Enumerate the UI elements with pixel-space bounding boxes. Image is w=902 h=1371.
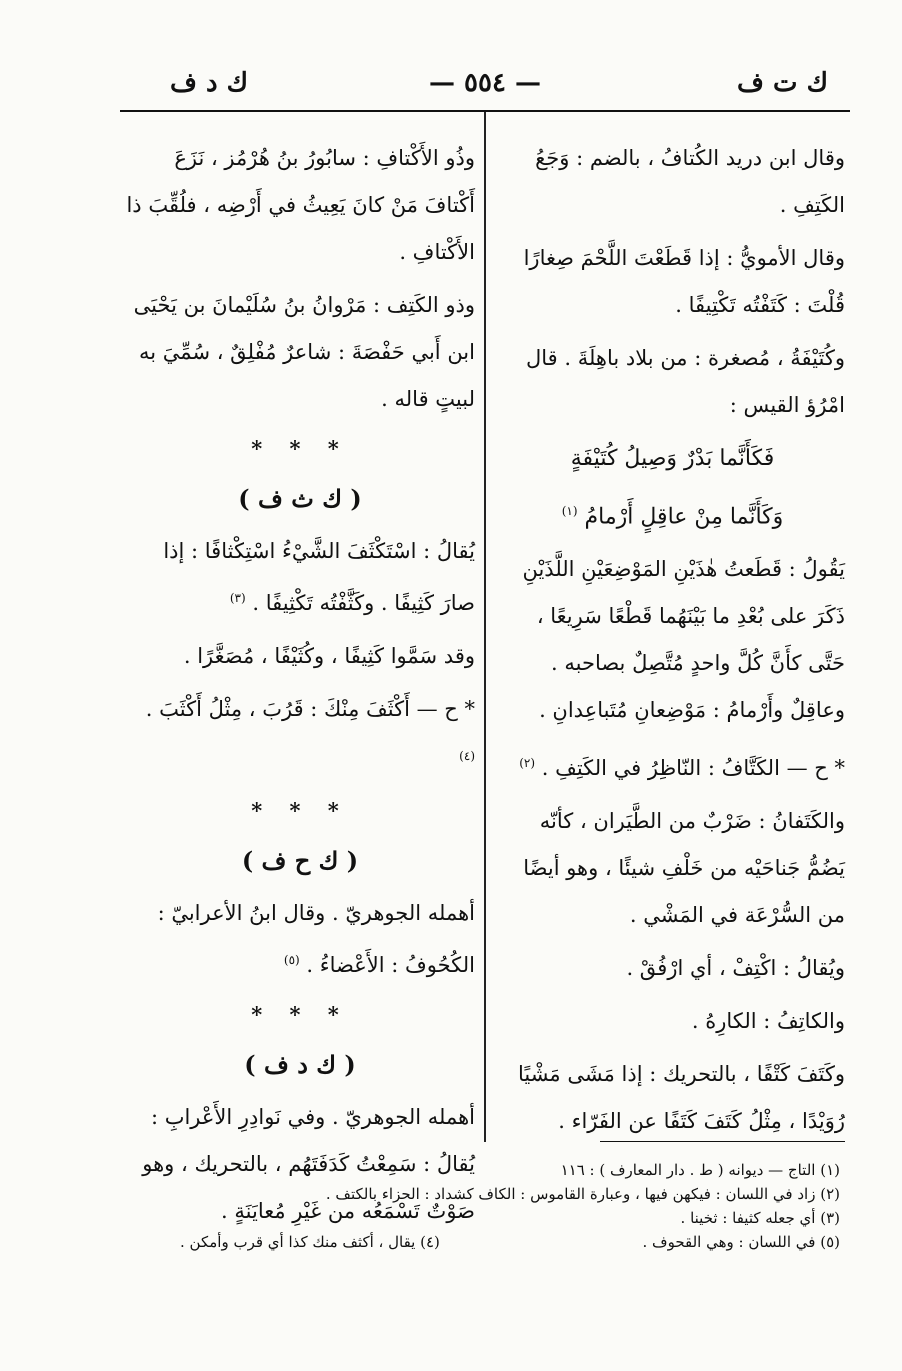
footnote-marker: (٢)	[519, 756, 536, 771]
entry-paragraph: وكُتَيْفَةُ ، مُصغرة : من بلاد باهِلَةَ . قال امْرُؤ القيس :	[526, 346, 845, 417]
footnote-marker: (١)	[561, 504, 578, 518]
page-number: — ٥٥٤ —	[428, 68, 542, 98]
footnote: (٤) يقال ، أكثف منك كذا أي قرب وأمكن .	[180, 1233, 440, 1251]
entry-paragraph: وذو الكَتِف : مَرْوانُ بنُ سُلَيْمانَ بن يَحْيَى ابن أَبي حَفْصَةَ : شاعرٌ مُفْلِقٌ ، سُمِّيَ به لبيتٍ قاله .	[133, 293, 475, 411]
root-heading: ( ك د ف )	[244, 1050, 356, 1079]
entry-text: أهمله الجوهريّ . وقال ابنُ الأعرابيّ : الكُحُوفُ : الأَعْضاءُ .	[157, 901, 475, 977]
root-heading: ( ك ث ف )	[238, 484, 362, 513]
entry-paragraph: وقد سَمَّوا كَثِيفًا ، وكُثَيْفًا ، مُصَغَّرًا .	[183, 644, 475, 668]
footnote: (٢) زاد في اللسان : فيكهن فيها ، وعبارة القاموس : الكاف كشداد : الحزاء بالكتف .	[325, 1185, 840, 1203]
entry-paragraph: أهمله الجوهريّ . وفي نَوادِرِ الأَعْرابِ : يُقالُ : سَمِعْتُ كَدَفَتَهُم ، بالتحريك ، وهو صَوْتٌ تَسْمَعُه من غَيْرِ مُعايَنَةٍ .	[142, 1105, 475, 1223]
footnote-rule	[600, 1141, 845, 1142]
poem-verse-text: وَكَأَنَّما مِنْ عاقِلٍ أَرْمامُ	[584, 504, 784, 530]
right-column	[500, 135, 845, 1151]
entry-paragraph: وذُو الأَكْتافِ : سابُورُ بنُ هُرْمُز ، نَزَعَ أَكْتافَ مَنْ كانَ يَعِيثُ في أَرْضِه ، فلُقِّبَ ذا الأَكْتافِ .	[126, 146, 475, 264]
entry-paragraph: والكاتِفُ : الكارِهُ .	[691, 1009, 845, 1034]
footnote: (٣) أي جعله كثيفا : ثخينا .	[680, 1209, 840, 1227]
footnote: (٥) في اللسان : وهي القحوف .	[642, 1233, 840, 1251]
entry-paragraph	[125, 528, 475, 627]
section-divider: * * *	[251, 798, 349, 823]
section-divider: * * *	[251, 1002, 349, 1027]
entry-paragraph	[500, 740, 845, 792]
page-header	[120, 62, 850, 102]
entry-paragraph: يَقُولُ : قَطَعتُ هٰذَيْنِ المَوْضِعَيْنِ اللَّذَيْنِ ذَكَرَ على بُعْدِ ما بَيْنَهُما قَطْعًا سَرِيعًا ، حَتَّى كأَنَّ كُلَّ واحدٍ مُتَّصِلٌ بصاحبه . وعاقِلٌ وأَرْمامُ : مَوْضِعانِ مُتَباعِدانِ .	[522, 557, 845, 723]
entry-paragraph	[125, 686, 475, 785]
entry-paragraph: والكَتَفانُ : ضَرْبٌ من الطَّيَران ، كأنّه يَضُمُّ جَناحَيْه من خَلْفِ شيئًا ، وهو أيضًا من السُّرْعَة في المَشْي .	[523, 809, 845, 928]
section-divider: * * *	[251, 436, 349, 461]
footnote: (١) التاج — ديوانه ( ط . دار المعارف ) : ١١٦	[560, 1161, 840, 1179]
root-heading: ( ك ح ف )	[241, 846, 359, 875]
entry-paragraph: وكَتَفَ كَتْفًا ، بالتحريك : إذا مَشَى مَشْيًا رُوَيْدًا ، مِثْلُ كَتَفَ كَتَفًا عن الفَرّاء .	[517, 1062, 845, 1134]
entry-text: * ح — أَكْثَفَ مِنْكَ : قَرُبَ ، مِثْلُ أَكْثَبَ .	[145, 697, 475, 721]
poem-verse: فَكَأَنَّما بَدْرٌ وَصِيلُ كُتَيْفَةٍ	[570, 446, 775, 471]
left-column	[125, 135, 475, 1241]
footnote-marker: (٥)	[283, 953, 300, 967]
column-separator	[484, 112, 486, 1142]
entry-paragraph: ويُقالُ : اكْتِفْ ، أي ارْفُقْ .	[626, 956, 845, 981]
footnote-marker: (٣)	[229, 591, 246, 605]
entry-paragraph	[125, 890, 475, 989]
entry-paragraph: وقال ابن دريد الكُتافُ ، بالضم : وَجَعُ الكَتِفِ .	[535, 146, 845, 217]
entry-text: * ح — الكَتَّافُ : النّاظِرُ في الكَتِفِ .	[541, 756, 845, 781]
header-root-right: ك ت ف	[737, 68, 828, 98]
entry-text: يُقالُ : اسْتَكْثَفَ الشَّيْءُ اسْتِكْثافًا : إذا صارَ كَثِيفًا . وكَثَّفْتُه تَكْثِيفًا .	[163, 539, 475, 615]
footnote-marker: (٤)	[459, 749, 475, 763]
entry-paragraph: وقال الأمويُّ : إذا قَطَعْتَ اللَّحْمَ صِغارًا قُلْتَ : كَتَفْتُه تَكْتِيفًا .	[523, 246, 845, 317]
poem-verse	[500, 488, 845, 540]
footnotes	[150, 1158, 840, 1254]
header-root-left: ك د ف	[170, 68, 249, 98]
